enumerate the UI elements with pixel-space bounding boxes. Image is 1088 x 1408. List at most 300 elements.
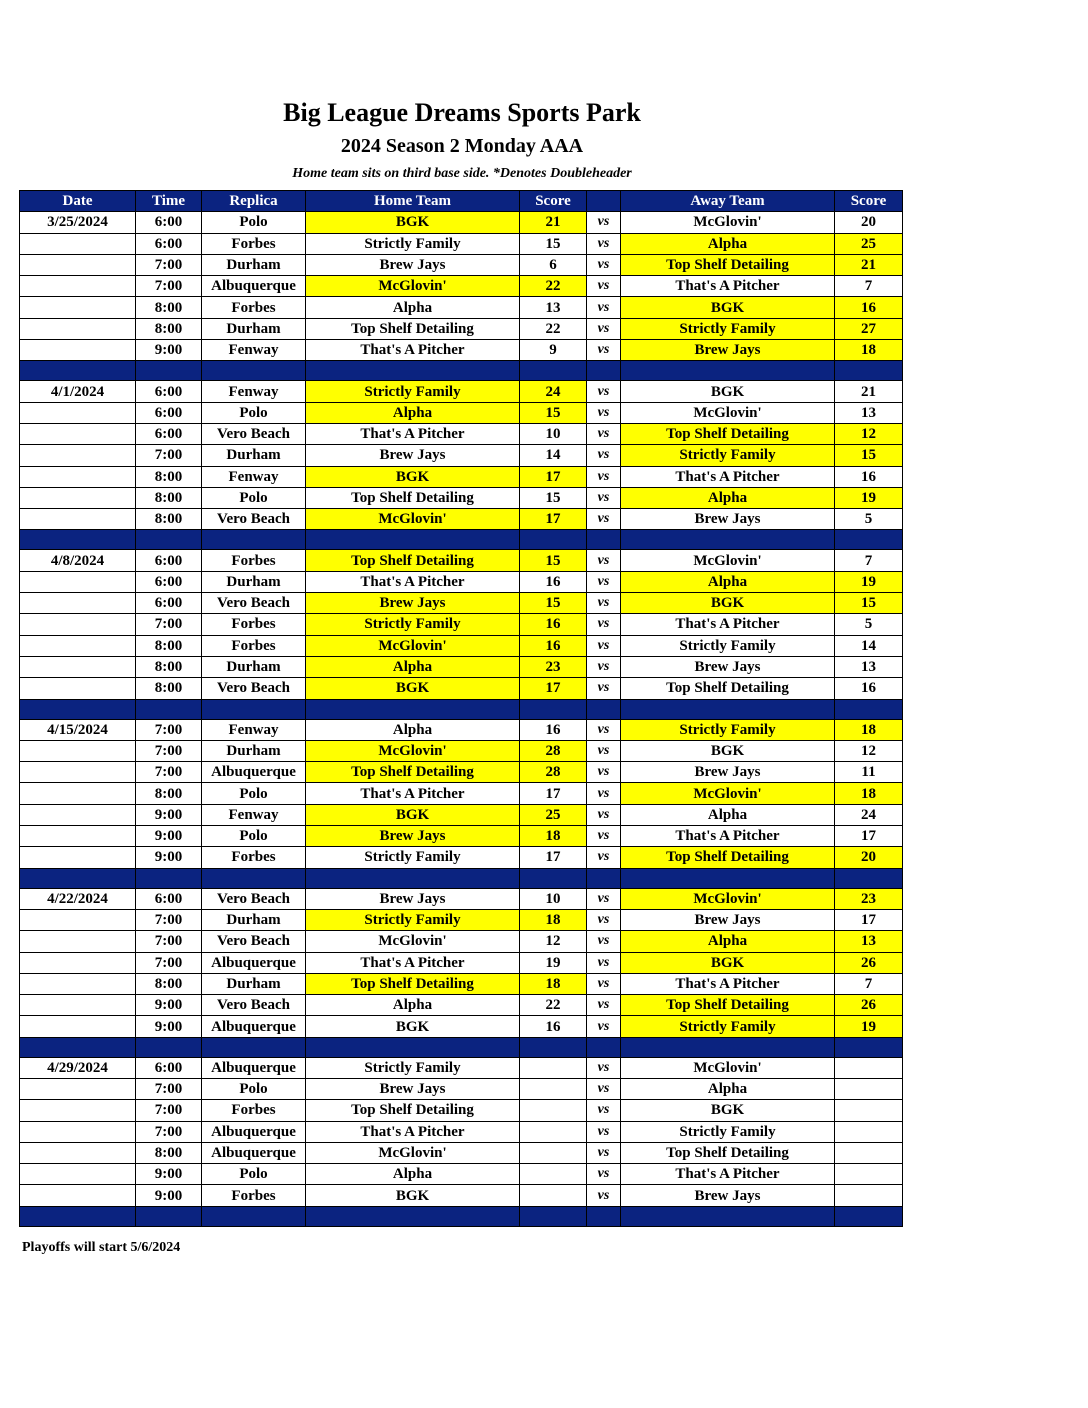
home-team-cell: BGK — [306, 1185, 520, 1206]
away-team-cell: Alpha — [621, 804, 835, 825]
away-score-cell: 13 — [835, 656, 903, 677]
game-row — [20, 888, 903, 909]
separator-cell — [20, 530, 136, 550]
away-score-cell: 21 — [835, 381, 903, 402]
home-score-cell: 17 — [520, 509, 587, 530]
game-row — [20, 783, 903, 804]
game-row — [20, 318, 903, 339]
game-row — [20, 1164, 903, 1185]
col-header-home-team: Home Team — [306, 191, 520, 212]
replica-cell: Albuquerque — [202, 1016, 306, 1037]
game-row — [20, 804, 903, 825]
game-row — [20, 340, 903, 361]
away-team-cell: BGK — [621, 1100, 835, 1121]
date-cell — [20, 466, 136, 487]
time-cell: 7:00 — [136, 276, 202, 297]
separator-cell — [587, 1206, 621, 1226]
home-team-cell: Alpha — [306, 1164, 520, 1185]
home-score-cell: 22 — [520, 276, 587, 297]
date-cell — [20, 276, 136, 297]
date-cell — [20, 571, 136, 592]
col-header-time: Time — [136, 191, 202, 212]
time-cell: 9:00 — [136, 826, 202, 847]
vs-label: vs — [587, 402, 621, 423]
home-team-cell: Strictly Family — [306, 614, 520, 635]
home-team-cell: That's A Pitcher — [306, 952, 520, 973]
away-team-cell: BGK — [621, 297, 835, 318]
separator-cell — [20, 1206, 136, 1226]
week-separator — [20, 361, 903, 381]
date-cell — [20, 847, 136, 868]
home-score-cell — [520, 1185, 587, 1206]
separator-cell — [520, 1206, 587, 1226]
game-row — [20, 973, 903, 994]
away-team-cell: Alpha — [621, 1078, 835, 1099]
away-score-cell — [835, 1100, 903, 1121]
home-team-cell: Brew Jays — [306, 445, 520, 466]
away-team-cell: Strictly Family — [621, 318, 835, 339]
replica-cell: Albuquerque — [202, 762, 306, 783]
home-score-cell: 12 — [520, 931, 587, 952]
separator-cell — [136, 1206, 202, 1226]
date-cell — [20, 423, 136, 444]
separator-cell — [835, 699, 903, 719]
vs-label: vs — [587, 995, 621, 1016]
time-cell: 9:00 — [136, 847, 202, 868]
separator-cell — [136, 699, 202, 719]
date-cell — [20, 995, 136, 1016]
away-score-cell: 20 — [835, 212, 903, 233]
game-row — [20, 509, 903, 530]
replica-cell: Durham — [202, 656, 306, 677]
vs-label: vs — [587, 509, 621, 530]
time-cell: 8:00 — [136, 635, 202, 656]
replica-cell: Vero Beach — [202, 931, 306, 952]
date-cell — [20, 952, 136, 973]
game-row — [20, 678, 903, 699]
separator-cell — [202, 1037, 306, 1057]
separator-cell — [136, 1037, 202, 1057]
home-score-cell: 17 — [520, 783, 587, 804]
separator-cell — [621, 530, 835, 550]
replica-cell: Vero Beach — [202, 888, 306, 909]
time-cell: 8:00 — [136, 678, 202, 699]
time-cell: 7:00 — [136, 445, 202, 466]
away-score-cell: 17 — [835, 909, 903, 930]
away-score-cell — [835, 1121, 903, 1142]
game-row — [20, 1185, 903, 1206]
home-team-cell: McGlovin' — [306, 635, 520, 656]
home-team-cell: Alpha — [306, 656, 520, 677]
home-score-cell: 10 — [520, 888, 587, 909]
away-score-cell — [835, 1185, 903, 1206]
game-row — [20, 276, 903, 297]
away-team-cell: Top Shelf Detailing — [621, 995, 835, 1016]
vs-label: vs — [587, 1121, 621, 1142]
home-score-cell: 17 — [520, 466, 587, 487]
game-row — [20, 635, 903, 656]
time-cell: 6:00 — [136, 571, 202, 592]
vs-label: vs — [587, 381, 621, 402]
vs-label: vs — [587, 1100, 621, 1121]
away-team-cell: Brew Jays — [621, 762, 835, 783]
time-cell: 7:00 — [136, 614, 202, 635]
home-score-cell — [520, 1078, 587, 1099]
away-score-cell: 5 — [835, 509, 903, 530]
vs-label: vs — [587, 571, 621, 592]
away-score-cell: 16 — [835, 678, 903, 699]
home-team-cell: Top Shelf Detailing — [306, 487, 520, 508]
away-score-cell: 7 — [835, 550, 903, 571]
home-score-cell: 15 — [520, 233, 587, 254]
away-score-cell: 16 — [835, 466, 903, 487]
game-row — [20, 656, 903, 677]
separator-cell — [136, 361, 202, 381]
date-cell: 4/1/2024 — [20, 381, 136, 402]
game-row — [20, 847, 903, 868]
separator-cell — [306, 530, 520, 550]
home-team-cell: McGlovin' — [306, 740, 520, 761]
game-row — [20, 1121, 903, 1142]
game-row — [20, 762, 903, 783]
date-cell — [20, 1100, 136, 1121]
date-cell — [20, 678, 136, 699]
away-score-cell: 26 — [835, 952, 903, 973]
schedule-note: Home team sits on third base side. *Denotes Doubleheader — [292, 166, 632, 181]
away-team-cell: Top Shelf Detailing — [621, 254, 835, 275]
home-score-cell: 19 — [520, 952, 587, 973]
home-score-cell: 9 — [520, 340, 587, 361]
separator-cell — [835, 1037, 903, 1057]
replica-cell: Polo — [202, 1078, 306, 1099]
home-score-cell: 18 — [520, 909, 587, 930]
home-score-cell: 18 — [520, 826, 587, 847]
week-separator — [20, 868, 903, 888]
home-team-cell: Top Shelf Detailing — [306, 1100, 520, 1121]
away-team-cell: BGK — [621, 593, 835, 614]
game-row — [20, 402, 903, 423]
time-cell: 8:00 — [136, 783, 202, 804]
date-cell — [20, 509, 136, 530]
col-header-away-score: Score — [835, 191, 903, 212]
home-team-cell: Alpha — [306, 719, 520, 740]
date-cell — [20, 635, 136, 656]
separator-cell — [202, 868, 306, 888]
away-score-cell: 15 — [835, 593, 903, 614]
home-score-cell: 24 — [520, 381, 587, 402]
home-score-cell — [520, 1100, 587, 1121]
date-cell: 4/15/2024 — [20, 719, 136, 740]
home-team-cell: Brew Jays — [306, 593, 520, 614]
game-row — [20, 550, 903, 571]
away-score-cell: 7 — [835, 973, 903, 994]
away-team-cell: McGlovin' — [621, 402, 835, 423]
game-row — [20, 445, 903, 466]
game-row — [20, 466, 903, 487]
vs-label: vs — [587, 233, 621, 254]
separator-cell — [20, 1037, 136, 1057]
home-score-cell — [520, 1142, 587, 1163]
separator-cell — [835, 361, 903, 381]
time-cell: 7:00 — [136, 254, 202, 275]
time-cell: 6:00 — [136, 212, 202, 233]
vs-label: vs — [587, 1185, 621, 1206]
playoffs-note: Playoffs will start 5/6/2024 — [22, 1240, 181, 1255]
vs-label: vs — [587, 847, 621, 868]
separator-cell — [835, 530, 903, 550]
away-score-cell: 25 — [835, 233, 903, 254]
home-team-cell: Strictly Family — [306, 909, 520, 930]
home-score-cell: 6 — [520, 254, 587, 275]
vs-label: vs — [587, 212, 621, 233]
date-cell — [20, 1185, 136, 1206]
separator-cell — [306, 1206, 520, 1226]
home-team-cell: McGlovin' — [306, 276, 520, 297]
separator-cell — [202, 699, 306, 719]
away-score-cell: 18 — [835, 719, 903, 740]
separator-cell — [202, 361, 306, 381]
separator-cell — [621, 868, 835, 888]
home-score-cell: 28 — [520, 762, 587, 783]
date-cell: 4/29/2024 — [20, 1057, 136, 1078]
game-row — [20, 233, 903, 254]
date-cell — [20, 783, 136, 804]
away-score-cell — [835, 1078, 903, 1099]
date-cell — [20, 1078, 136, 1099]
time-cell: 7:00 — [136, 740, 202, 761]
separator-cell — [20, 868, 136, 888]
separator-cell — [587, 1037, 621, 1057]
away-score-cell: 17 — [835, 826, 903, 847]
game-row — [20, 909, 903, 930]
away-team-cell: Brew Jays — [621, 656, 835, 677]
vs-label: vs — [587, 740, 621, 761]
page-subtitle: 2024 Season 2 Monday AAA — [340, 135, 584, 157]
vs-label: vs — [587, 297, 621, 318]
game-row — [20, 719, 903, 740]
away-score-cell — [835, 1164, 903, 1185]
home-team-cell: Alpha — [306, 297, 520, 318]
replica-cell: Vero Beach — [202, 593, 306, 614]
vs-label: vs — [587, 318, 621, 339]
replica-cell: Vero Beach — [202, 423, 306, 444]
away-score-cell: 5 — [835, 614, 903, 635]
replica-cell: Durham — [202, 909, 306, 930]
home-score-cell — [520, 1164, 587, 1185]
home-team-cell: That's A Pitcher — [306, 1121, 520, 1142]
home-score-cell: 25 — [520, 804, 587, 825]
date-cell — [20, 973, 136, 994]
away-team-cell: BGK — [621, 740, 835, 761]
separator-cell — [520, 530, 587, 550]
game-row — [20, 1057, 903, 1078]
home-score-cell: 18 — [520, 973, 587, 994]
date-cell — [20, 1016, 136, 1037]
date-cell — [20, 1142, 136, 1163]
home-team-cell: That's A Pitcher — [306, 571, 520, 592]
away-score-cell: 15 — [835, 445, 903, 466]
vs-label: vs — [587, 487, 621, 508]
away-team-cell: Brew Jays — [621, 1185, 835, 1206]
vs-label: vs — [587, 550, 621, 571]
away-team-cell: That's A Pitcher — [621, 1164, 835, 1185]
time-cell: 8:00 — [136, 318, 202, 339]
home-score-cell: 16 — [520, 571, 587, 592]
time-cell: 8:00 — [136, 656, 202, 677]
date-cell — [20, 762, 136, 783]
separator-cell — [587, 530, 621, 550]
replica-cell: Polo — [202, 826, 306, 847]
schedule-table — [19, 190, 903, 1227]
away-score-cell — [835, 1142, 903, 1163]
game-row — [20, 1016, 903, 1037]
vs-label: vs — [587, 1164, 621, 1185]
replica-cell: Fenway — [202, 340, 306, 361]
home-score-cell: 22 — [520, 995, 587, 1016]
game-row — [20, 254, 903, 275]
away-team-cell: Alpha — [621, 487, 835, 508]
separator-cell — [306, 699, 520, 719]
replica-cell: Forbes — [202, 297, 306, 318]
home-score-cell: 16 — [520, 614, 587, 635]
vs-label: vs — [587, 952, 621, 973]
vs-label: vs — [587, 1142, 621, 1163]
home-team-cell: That's A Pitcher — [306, 423, 520, 444]
replica-cell: Vero Beach — [202, 678, 306, 699]
separator-cell — [136, 530, 202, 550]
away-score-cell: 19 — [835, 487, 903, 508]
time-cell: 8:00 — [136, 1142, 202, 1163]
separator-cell — [587, 699, 621, 719]
vs-label: vs — [587, 445, 621, 466]
home-team-cell: BGK — [306, 212, 520, 233]
away-team-cell: Strictly Family — [621, 635, 835, 656]
time-cell: 7:00 — [136, 952, 202, 973]
time-cell: 9:00 — [136, 1185, 202, 1206]
vs-label: vs — [587, 466, 621, 487]
separator-cell — [306, 361, 520, 381]
separator-cell — [835, 1206, 903, 1226]
home-team-cell: McGlovin' — [306, 1142, 520, 1163]
vs-label: vs — [587, 678, 621, 699]
away-score-cell: 21 — [835, 254, 903, 275]
home-score-cell: 16 — [520, 719, 587, 740]
separator-cell — [202, 530, 306, 550]
replica-cell: Forbes — [202, 1100, 306, 1121]
vs-label: vs — [587, 762, 621, 783]
separator-cell — [621, 1206, 835, 1226]
time-cell: 7:00 — [136, 1121, 202, 1142]
home-score-cell: 17 — [520, 847, 587, 868]
time-cell: 6:00 — [136, 550, 202, 571]
vs-label: vs — [587, 1078, 621, 1099]
time-cell: 9:00 — [136, 1016, 202, 1037]
vs-label: vs — [587, 340, 621, 361]
away-team-cell: Top Shelf Detailing — [621, 678, 835, 699]
away-score-cell: 19 — [835, 1016, 903, 1037]
vs-label: vs — [587, 1016, 621, 1037]
home-score-cell: 15 — [520, 487, 587, 508]
replica-cell: Vero Beach — [202, 995, 306, 1016]
home-score-cell: 22 — [520, 318, 587, 339]
home-score-cell: 15 — [520, 402, 587, 423]
replica-cell: Albuquerque — [202, 952, 306, 973]
home-score-cell — [520, 1057, 587, 1078]
vs-label: vs — [587, 973, 621, 994]
replica-cell: Forbes — [202, 233, 306, 254]
away-score-cell: 12 — [835, 423, 903, 444]
home-score-cell: 21 — [520, 212, 587, 233]
separator-cell — [306, 868, 520, 888]
replica-cell: Fenway — [202, 804, 306, 825]
replica-cell: Forbes — [202, 1185, 306, 1206]
away-score-cell: 13 — [835, 402, 903, 423]
time-cell: 8:00 — [136, 973, 202, 994]
game-row — [20, 381, 903, 402]
separator-cell — [520, 868, 587, 888]
home-team-cell: Brew Jays — [306, 888, 520, 909]
week-separator — [20, 1206, 903, 1226]
home-score-cell: 16 — [520, 635, 587, 656]
game-row — [20, 995, 903, 1016]
replica-cell: Polo — [202, 1164, 306, 1185]
home-score-cell: 10 — [520, 423, 587, 444]
vs-label: vs — [587, 719, 621, 740]
col-header-home-score: Score — [520, 191, 587, 212]
replica-cell: Polo — [202, 212, 306, 233]
date-cell — [20, 931, 136, 952]
vs-label: vs — [587, 783, 621, 804]
separator-cell — [621, 1037, 835, 1057]
away-score-cell: 19 — [835, 571, 903, 592]
replica-cell: Polo — [202, 783, 306, 804]
game-row — [20, 826, 903, 847]
game-row — [20, 952, 903, 973]
replica-cell: Forbes — [202, 847, 306, 868]
game-row — [20, 297, 903, 318]
vs-label: vs — [587, 931, 621, 952]
date-cell: 4/22/2024 — [20, 888, 136, 909]
time-cell: 6:00 — [136, 1057, 202, 1078]
date-cell — [20, 614, 136, 635]
replica-cell: Albuquerque — [202, 1142, 306, 1163]
time-cell: 7:00 — [136, 719, 202, 740]
date-cell — [20, 487, 136, 508]
vs-label: vs — [587, 593, 621, 614]
away-team-cell: Alpha — [621, 571, 835, 592]
game-row — [20, 487, 903, 508]
away-team-cell: That's A Pitcher — [621, 973, 835, 994]
date-cell — [20, 1164, 136, 1185]
game-row — [20, 423, 903, 444]
home-score-cell: 14 — [520, 445, 587, 466]
replica-cell: Durham — [202, 740, 306, 761]
away-score-cell: 12 — [835, 740, 903, 761]
col-header-vs — [587, 191, 621, 212]
away-team-cell: Brew Jays — [621, 340, 835, 361]
away-team-cell: BGK — [621, 381, 835, 402]
game-row — [20, 931, 903, 952]
game-row — [20, 614, 903, 635]
date-cell: 4/8/2024 — [20, 550, 136, 571]
date-cell — [20, 909, 136, 930]
home-team-cell: Brew Jays — [306, 826, 520, 847]
home-team-cell: McGlovin' — [306, 509, 520, 530]
separator-cell — [621, 361, 835, 381]
away-team-cell: BGK — [621, 952, 835, 973]
replica-cell: Albuquerque — [202, 276, 306, 297]
replica-cell: Fenway — [202, 466, 306, 487]
